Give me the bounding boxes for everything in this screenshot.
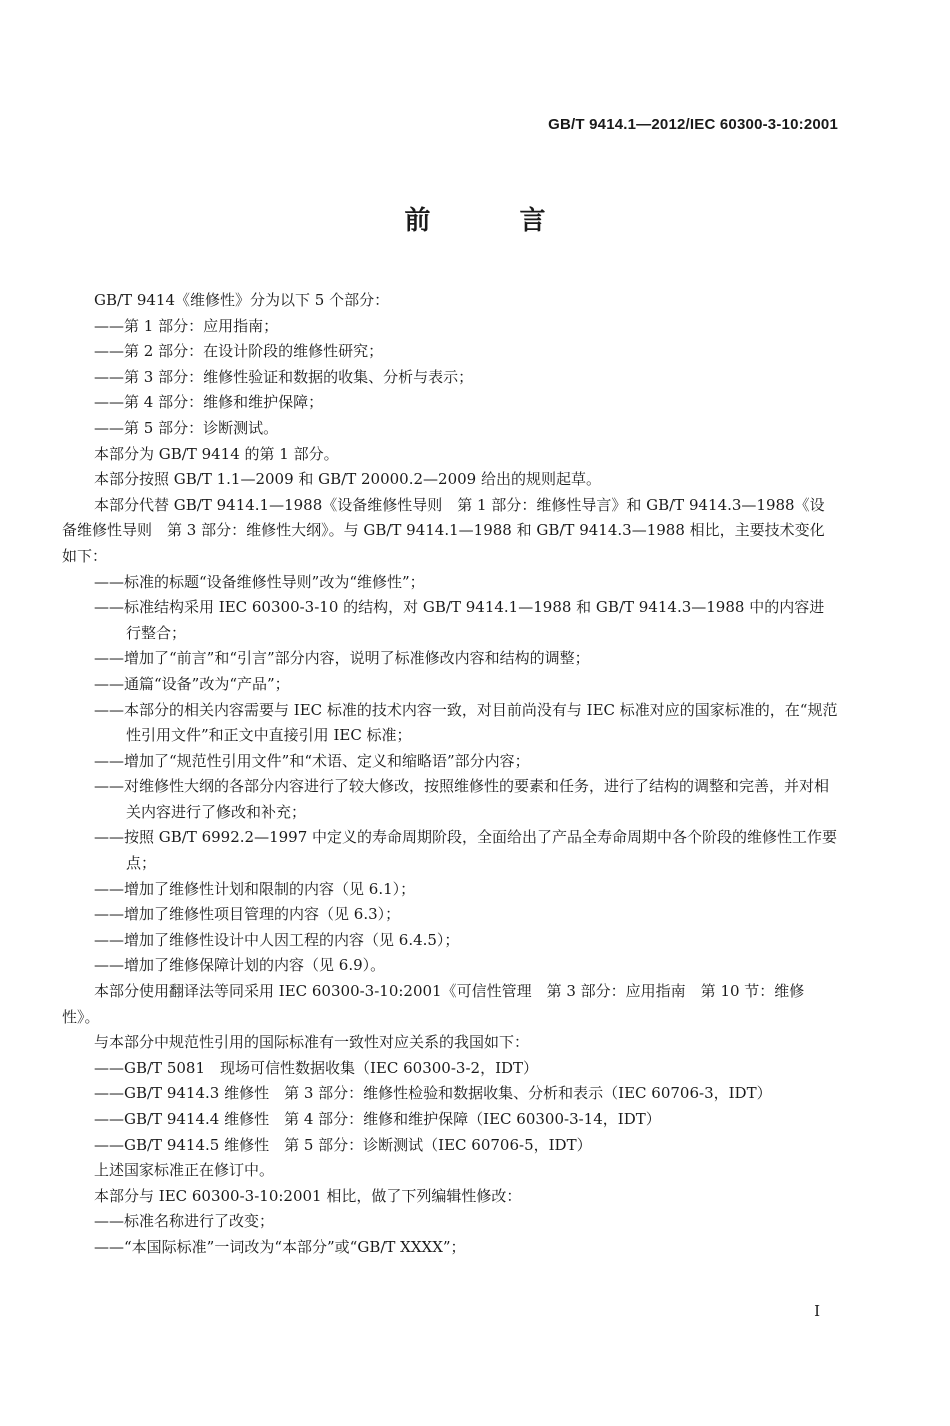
paragraph: 本部分与 IEC 60300-3-10:2001 相比，做了下列编辑性修改： — [94, 1186, 522, 1205]
list-item: ——第 4 部分：维修和维护保障； — [94, 393, 324, 412]
list-item: ——GB/T 9414.5 维修性 第 5 部分：诊断测试（IEC 60706-5，IDT） — [94, 1135, 592, 1154]
list-item: ——第 1 部分：应用指南； — [94, 316, 279, 335]
page-title: 前 言 — [404, 206, 586, 236]
list-item: ——增加了“前言”和“引言”部分内容，说明了标准修改内容和结构的调整； — [94, 649, 590, 668]
standard-code: GB/T 9414.1—2012/IEC 60300-3-10:2001 — [548, 116, 838, 133]
list-item: ——标准结构采用 IEC 60300-3-10 的结构，对 GB/T 9414.1—1988 和 GB/T 9414.3—1988 中的内容进行整合； — [94, 598, 825, 642]
list-item: ——“本国际标准”一词改为“本部分”或“GB/T XXXX”； — [94, 1237, 466, 1256]
list-item: ——对维修性大纲的各部分内容进行了较大修改，按照维修性的要素和任务，进行了结构的调整和完善，并对相关内容进行了修改和补充； — [94, 777, 830, 821]
paragraph: GB/T 9414《维修性》分为以下 5 个部分： — [94, 291, 390, 309]
paragraph: 上述国家标准正在修订中。 — [94, 1161, 275, 1180]
list-item: ——标准名称进行了改变； — [94, 1212, 275, 1231]
list-item: ——GB/T 9414.4 维修性 第 4 部分：维修和维护保障（IEC 60300-3-14，IDT） — [94, 1110, 661, 1128]
list-item: ——增加了维修性项目管理的内容（见 6.3）； — [94, 905, 401, 924]
list-item: ——第 3 部分：维修性验证和数据的收集、分析与表示； — [94, 367, 474, 386]
list-item: ——增加了维修性计划和限制的内容（见 6.1）； — [94, 879, 416, 898]
list-item: ——第 5 部分：诊断测试。 — [94, 418, 279, 437]
paragraph: 本部分代替 GB/T 9414.1—1988《设备维修性导则 第 1 部分：维修性导言》和 GB/T 9414.3—1988《设备维修性导则 第 3 部分：维修性大纲》。与 GB/T 9414.1—1988 和 GB/T 9414.3—1988 相比，主要技术变化如下： — [62, 495, 825, 565]
paragraph: 本部分按照 GB/T 1.1—2009 和 GB/T 20000.2—2009 给出的规则起草。 — [94, 470, 601, 489]
list-item: ——第 2 部分：在设计阶段的维修性研究； — [94, 342, 384, 361]
paragraph: 本部分使用翻译法等同采用 IEC 60300-3-10:2001《可信性管理 第 3 部分：应用指南 第 10 节：维修性》。 — [62, 982, 805, 1026]
list-item: ——增加了“规范性引用文件”和“术语、定义和缩略语”部分内容； — [94, 751, 530, 770]
page-number: I — [814, 1302, 820, 1320]
list-item: ——通篇“设备”改为“产品”； — [94, 674, 290, 693]
list-item: ——标准的标题“设备维修性导则”改为“维修性”； — [94, 572, 425, 591]
list-item: ——GB/T 9414.3 维修性 第 3 部分：维修性检验和数据收集、分析和表示（IEC 60706-3，IDT） — [94, 1084, 772, 1103]
paragraph: 与本部分中规范性引用的国际标准有一致性对应关系的我国如下： — [94, 1033, 530, 1052]
list-item: ——增加了维修保障计划的内容（见 6.9）。 — [94, 956, 386, 975]
document-body — [62, 288, 838, 1261]
list-item: ——本部分的相关内容需要与 IEC 标准的技术内容一致，对目前尚没有与 IEC 标准对应的国家标准的，在“规范性引用文件”和正文中直接引用 IEC 标准； — [94, 700, 838, 745]
list-item: ——按照 GB/T 6992.2—1997 中定义的寿命周期阶段，全面给出了产品全寿命周期中各个阶段的维修性工作要点； — [94, 828, 838, 873]
list-item: ——GB/T 5081 现场可信性数据收集（IEC 60300-3-2，IDT） — [94, 1058, 539, 1077]
paragraph: 本部分为 GB/T 9414 的第 1 部分。 — [94, 444, 339, 463]
list-item: ——增加了维修性设计中人因工程的内容（见 6.4.5）； — [94, 930, 460, 949]
